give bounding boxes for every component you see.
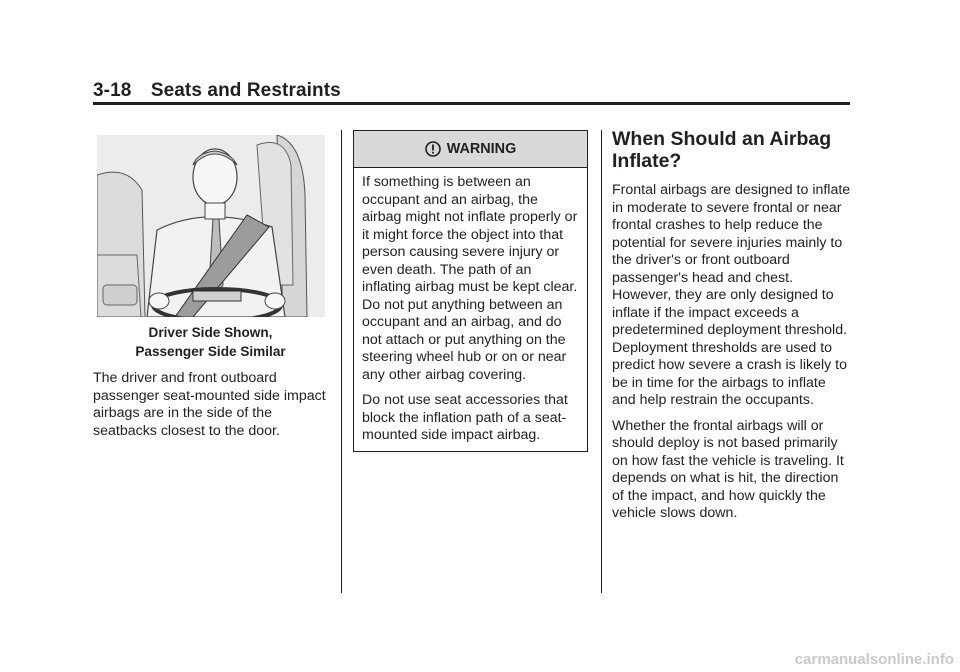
page-header: [93, 80, 341, 102]
body-paragraph: Whether the frontal airbags will or should deploy is not based primarily on how fast the vehicle is traveling. It depends on what is hit, the direction of the impact, and how quickly the vehicle slows down.: [612, 417, 844, 521]
body-paragraph: The driver and front outboard passenger seat-mounted side impact airbags are in the side of the seatbacks closest to the door.: [93, 370, 326, 439]
driver-illustration-graphic: [97, 135, 325, 317]
warning-paragraph: Do not use seat accessories that block the inflation path of a seat-mounted side impact airbag.: [362, 392, 568, 443]
left-column: [93, 135, 328, 440]
section-title: Seats and Restraints: [150, 80, 341, 101]
section-heading: When Should an Airbag Inflate?: [612, 128, 832, 172]
watermark: carmanualsonline.info: [794, 651, 954, 668]
warning-body: [354, 168, 587, 445]
header-rule: [93, 102, 850, 105]
page-number: 3-18: [93, 80, 132, 101]
warning-title: WARNING: [446, 141, 517, 157]
body-paragraph: Frontal airbags are designed to inflate in moderate to severe frontal or near frontal crashes to help reduce the potential for severe injuries mainly to the driver's or front outboard passenger's head and chest. However, they are only designed to inflate if the impact exceeds a predetermined deployment threshold. Deployment thresholds are used to predict how severe a crash is likely to be in time for the airbags to inflate and help restrain the occupants.: [612, 182, 851, 408]
warning-box: [353, 130, 588, 452]
right-column: [612, 128, 852, 531]
column-divider-left: [341, 130, 342, 593]
warning-paragraph: If something is between an occupant and an airbag, the airbag might not inflate properly or it might force the object into that person causing severe injury or even death. The path of an inflating airbag must be kept clear. Do not put anything between an occupant and an airbag, and do not attach or put anything on the steering wheel hub or on or near any other airbag covering.: [362, 174, 578, 383]
warning-header: [354, 131, 587, 168]
driver-airbag-illustration: [97, 135, 325, 317]
figure-caption: Driver Side Shown, Passenger Side Similar: [135, 325, 286, 359]
column-divider-right: [601, 130, 602, 593]
warning-icon: [425, 141, 441, 157]
